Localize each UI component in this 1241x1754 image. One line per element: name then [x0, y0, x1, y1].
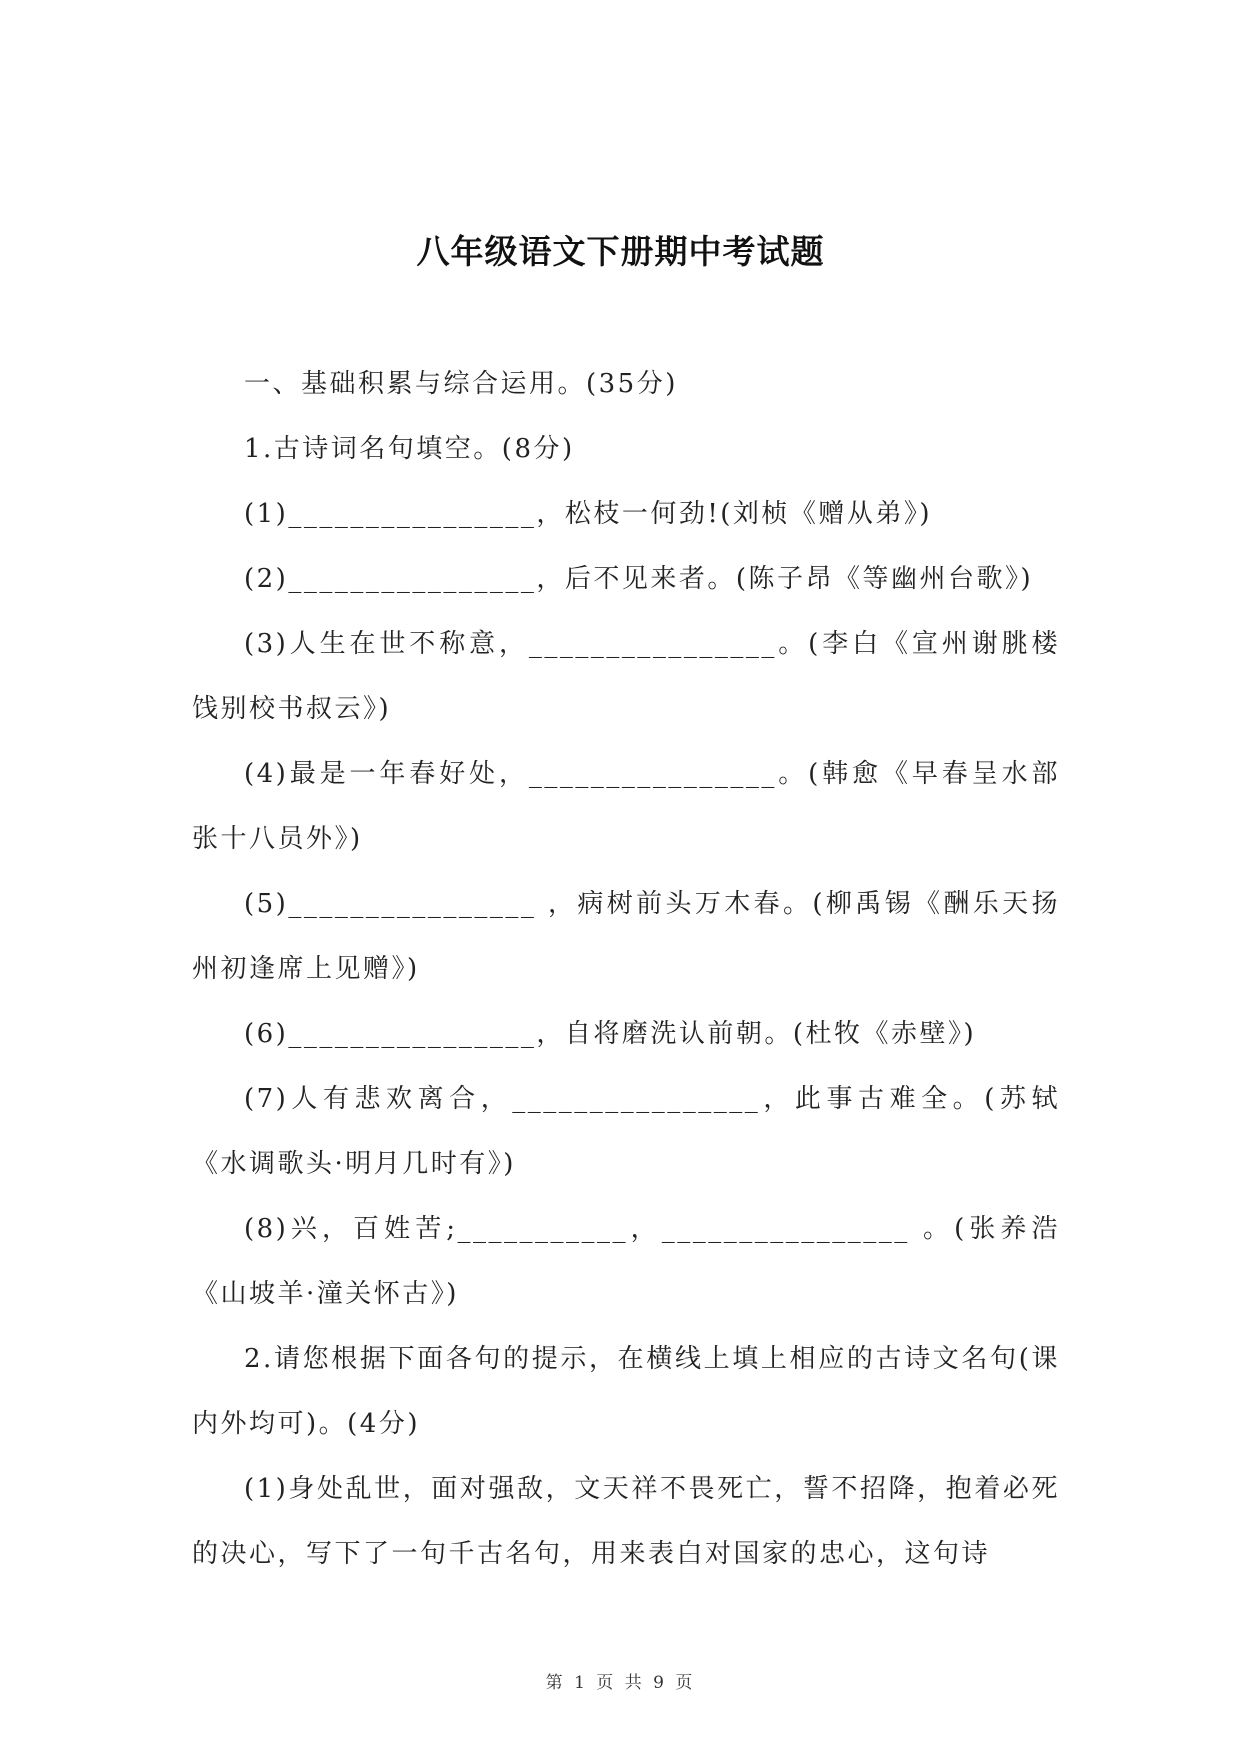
question-1-item-5: (5)________________ ，病树前头万木春。(柳禹锡《酬乐天扬州初逢席上见赠》) — [192, 889, 1060, 984]
section-heading: 一、基础积累与综合运用。(35分) — [244, 369, 678, 399]
question-1-heading: 1.古诗词名句填空。(8分) — [244, 434, 575, 464]
question-2-item-1: (1)身处乱世，面对强敌，文天祥不畏死亡，誓不招降，抱着必死的决心，写下了一句千古名句，用来表白对国家的忠心，这句诗 — [192, 1474, 1060, 1569]
page-footer: 第 1 页 共 9 页 — [545, 1673, 696, 1693]
question-2-heading: 2.请您根据下面各句的提示，在横线上填上相应的古诗文名句(课内外均可)。(4分) — [192, 1344, 1060, 1439]
document-body — [192, 352, 1060, 1587]
question-1-item-2: (2)________________，后不见来者。(陈子昂《等幽州台歌》) — [244, 564, 1034, 594]
document-title: 八年级语文下册期中考试题 — [416, 232, 825, 271]
question-1-item-6: (6)________________，自将磨洗认前朝。(杜牧《赤壁》) — [244, 1019, 977, 1049]
question-1-item-3: (3)人生在世不称意，________________。(李白《宣州谢朓楼饯别校书叔云》) — [192, 629, 1060, 724]
question-1-item-4: (4)最是一年春好处，________________。(韩愈《早春呈水部张十八员外》) — [192, 759, 1060, 854]
question-1-item-7: (7)人有悲欢离合，________________，此事古难全。(苏轼《水调歌头·明月几时有》) — [192, 1084, 1060, 1179]
question-1-item-1: (1)________________，松枝一何劲!(刘桢《赠从弟》) — [244, 499, 933, 529]
question-1-item-8: (8)兴，百姓苦;___________，________________ 。(张养浩《山坡羊·潼关怀古》) — [192, 1214, 1060, 1309]
